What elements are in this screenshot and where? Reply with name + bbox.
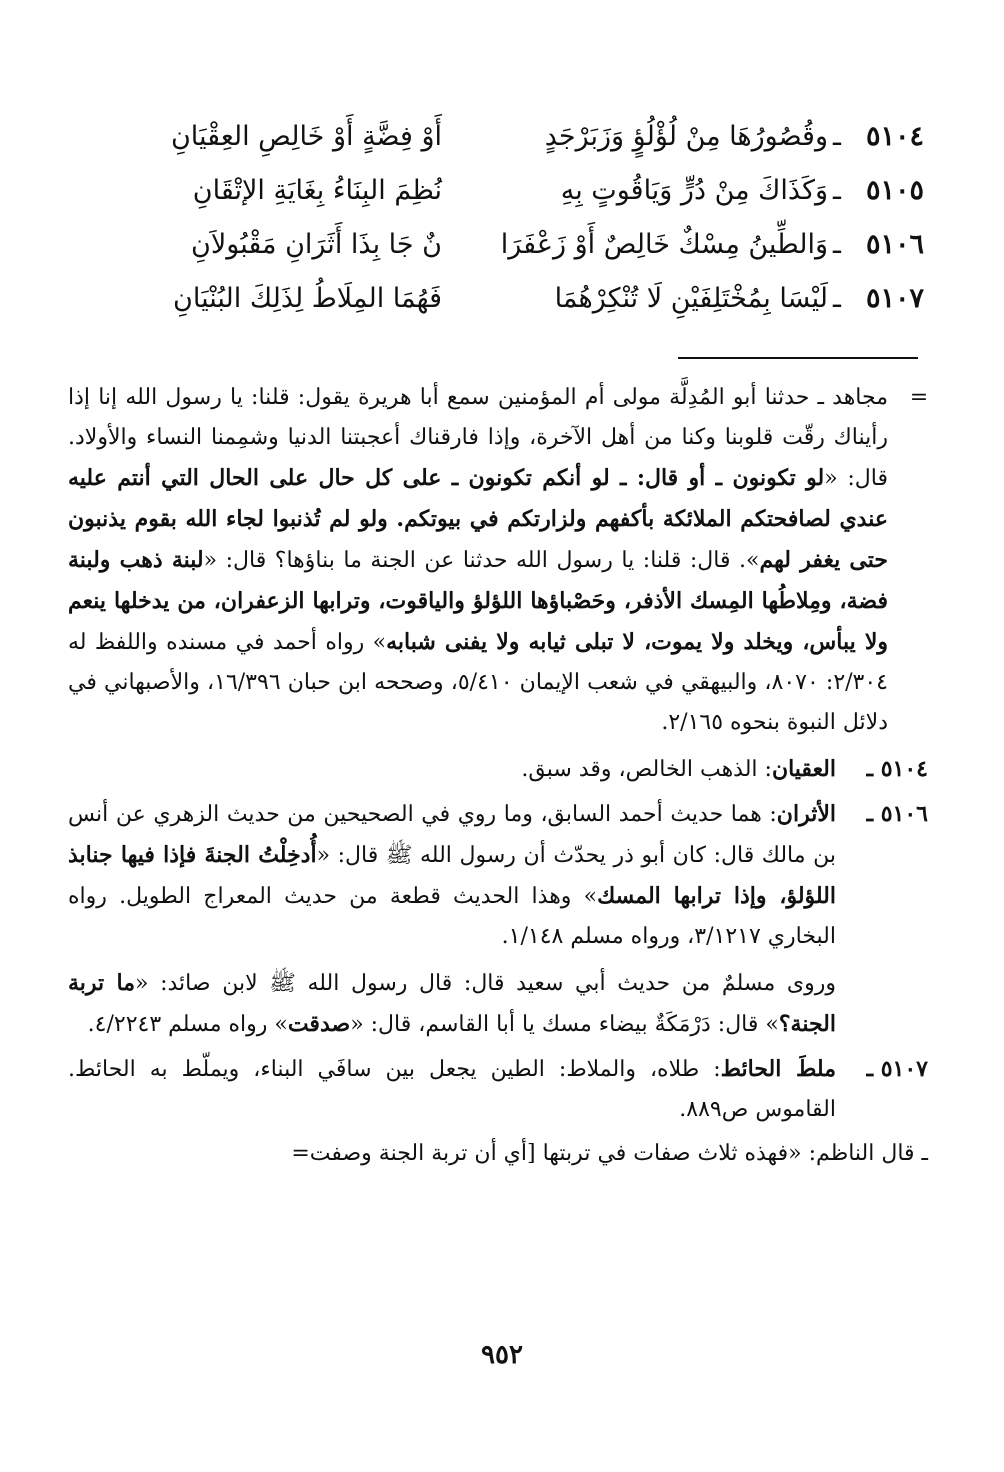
verse-dash: ـ [833, 121, 841, 152]
hadith-quote: لبنة ذهب ولبنة فضة، ومِلاطُها المِسك الأذفر، وحَصْباؤها اللؤلؤ والياقوت، وترابها الزعفران، من يدخلها ينعم ولا يبأس، ويخلد ولا يموت، لا تبلى ثيابه ولا يفنى شبابه [68, 547, 889, 655]
hadith-quote: ما تربة الجنة؟ [68, 970, 836, 1037]
hadith-citation: » رواه أحمد في مسنده واللفظ له ٢/٣٠٤: ٨٠٧٠، والبيهقي في شعب الإيمان ٥/٤١٠، وصححه ابن حبان ١٦/٣٩٦، والأصبهاني في دلائل النبوة بنحوه ٢/١٦٥. [68, 630, 888, 735]
verse-5104 [64, 110, 924, 164]
verse-first-hemistich: وقُصُورُهَا مِنْ لُؤْلُؤٍ وَزَبَرْجَدٍ [544, 121, 828, 152]
verse-5105 [64, 164, 924, 218]
verse-second-hemistich: نٌ جَا بِذَا أَثَرَانِ مَقْبُولاَنِ [191, 229, 442, 260]
footnote-number: ٥١٠٧ ـ [866, 1056, 928, 1082]
footnote-5106 [68, 794, 928, 957]
footnote-body [68, 794, 836, 957]
page-number: ٩٥٢ [481, 1340, 523, 1370]
hadith-quote: لو تكونون ـ أو قال: ـ لو أنكم تكونون ـ على كل حال على الحال التي أنتم عليه عندي لصافحتكم الملائكة بأكفهم ولزارتكم في بيوتكم. ولو لم تُذنبوا لجاء الله بقوم يذنبون حتى يغفر لهم [68, 465, 888, 573]
footnote-separator [678, 357, 918, 359]
hadith-text: مجاهد ـ حدثنا أبو المُدِلَّة مولى أم المؤمنين سمع أبا هريرة يقول: قلنا: يا رسول الله إنا إذا رأيناك رقّت قلوبنا وكنا من أهل الآخرة، وإذا فارقناك أعجبتنا الدنيا وشمِمنا النساء والأولاد. قال: « [68, 385, 888, 491]
footnote-term: ملطَ الحائط [720, 1056, 836, 1082]
footnote-body [68, 749, 836, 790]
verse-number: ٥١٠٦ [865, 229, 924, 260]
footnote-term: العقيان [771, 756, 836, 782]
footnote-text: » وهذا الحديث قطعة من حديث المعراج الطويل. رواه البخاري ٣/١٢١٧، ورواه مسلم ١/١٤٨. [68, 884, 836, 949]
verse-dash: ـ [833, 283, 841, 314]
footnote-text: » قال: دَرْمَكَةٌ بيضاء مسك يا أبا القاسم، قال: « [350, 1012, 779, 1037]
footnotes [68, 378, 928, 1180]
verse-5107 [64, 272, 924, 326]
verse-5106 [64, 218, 924, 272]
footnote-number: ٥١٠٦ ـ [866, 801, 928, 827]
nazim-quote-paragraph: ـ قال الناظم: «فهذه ثلاث صفات في تربتها [أي أن تربة الجنة وصفت= [291, 1141, 928, 1166]
verse-first-hemistich: لَيْسَا بِمُخْتَلِفَيْنِ لَا تُنْكِرْهُمَا [554, 283, 828, 314]
continuation-mark: = [909, 385, 929, 410]
footnote-5107 [68, 1049, 928, 1130]
footnote-text: : هما حديث أحمد السابق، وما روي في الصحيحين من حديث الزهري عن أنس بن مالك قال: كان أبو ذر يحدّث أن رسول الله ﷺ قال: « [68, 802, 836, 868]
hadith-quote: صدقت [287, 1011, 351, 1037]
footnote-number: ٥١٠٤ ـ [866, 756, 928, 782]
poem-block [64, 110, 924, 326]
footnote-text: : الذهب الخالص، وقد سبق. [521, 757, 772, 782]
footnote-text: وروى مسلمٌ من حديث أبي سعيد قال: قال رسول الله ﷺ لابن صائد: « [134, 971, 837, 996]
footnote-text: : طلاه، والملاط: الطين يجعل بين سافَي البناء، ويملّط به الحائط. القاموس ص٨٨٩. [68, 1057, 836, 1122]
footnote-term: الأثران [776, 801, 836, 827]
verse-number: ٥١٠٤ [865, 121, 924, 152]
verse-number: ٥١٠٥ [865, 175, 924, 206]
hadith-quote: أُدخِلْتُ الجنةَ فإذا فيها جنابذ اللؤلؤ، وإذا ترابها المسك [68, 842, 836, 909]
footnote-text: » رواه مسلم ٤/٢٢٤٣. [87, 1012, 288, 1037]
verse-second-hemistich: نُظِمَ البِنَاءُ بِغَايَةِ الإتْقَانِ [192, 175, 442, 206]
verse-second-hemistich: أَوْ فِضَّةٍ أَوْ خَالِصِ العِقْيَانِ [170, 121, 442, 152]
verse-dash: ـ [833, 229, 841, 260]
footnote-body [68, 1049, 836, 1130]
muslim-narration [68, 963, 928, 1045]
hadith-paragraph [68, 378, 928, 743]
verse-first-hemistich: وَالطِّينُ مِسْكٌ خَالِصٌ أَوْ زَعْفَرَا [500, 229, 828, 260]
hadith-text: ». قال: قلنا: يا رسول الله حدثنا عن الجنة ما بناؤها؟ قال: « [203, 548, 760, 573]
verse-second-hemistich: فَهُمَا المِلَاطُ لِذَلِكَ البُنْيَانِ [173, 283, 442, 314]
footnote-5104 [68, 749, 928, 790]
verse-first-hemistich: وَكَذَاكَ مِنْ دُرٍّ وَيَاقُوتٍ بِهِ [560, 175, 828, 206]
verse-dash: ـ [833, 175, 841, 206]
verse-number: ٥١٠٧ [865, 283, 924, 314]
